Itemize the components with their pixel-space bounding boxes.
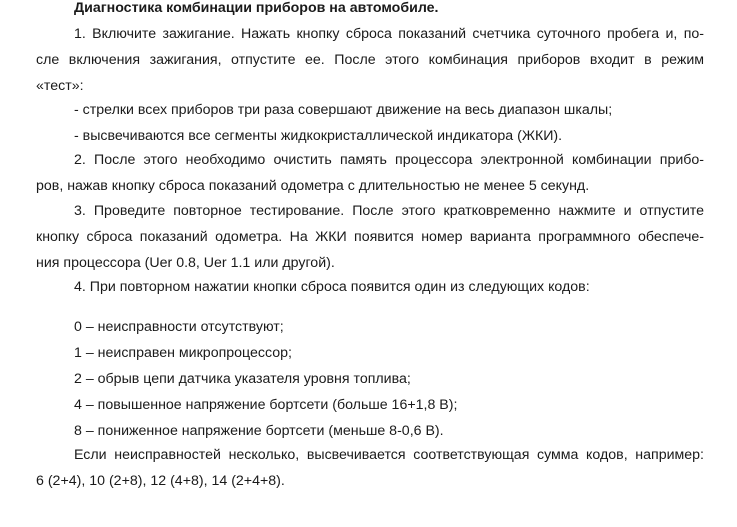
step-3-paragraph <box>36 198 704 276</box>
step-1-paragraph <box>36 21 704 99</box>
bullet-item-1: - стрелки всех приборов три раза совершают движение на весь диапазон шкалы; <box>74 102 613 118</box>
step-4-paragraph <box>36 274 704 300</box>
step-1-line-2: сле включения зажигания, отпустите ее. После этого комбинация приборов входит в режим <box>36 52 704 68</box>
step-2-line-1: 2. После этого необходимо очистить память процессора электронной комбинации прибо- <box>74 152 704 168</box>
code-list <box>36 314 704 444</box>
bullet-item-2: - высвечиваются все сегменты жидкокристаллической индикатора (ЖКИ). <box>74 128 563 144</box>
code-item-2: 2 – обрыв цепи датчика указателя уровня топлива; <box>74 371 411 387</box>
step-4-line: 4. При повторном нажатии кнопки сброса появится один из следующих кодов: <box>74 279 590 295</box>
step-2-paragraph <box>36 147 704 199</box>
step-3-line-3: ния процессора (Uer 0.8, Uer 1.1 или другой). <box>36 255 335 271</box>
step-3-line-1: 3. Проведите повторное тестирование. После этого кратковременно нажмите и отпустите <box>74 203 704 219</box>
code-item-1: 1 – неисправен микропроцессор; <box>74 345 292 361</box>
step-3-line-2: кнопку сброса показаний одометра. На ЖКИ появится номер варианта программного обеспече- <box>36 229 704 245</box>
summary-line-1: Если неисправностей несколько, высвечивается соответствующая сумма кодов, например: <box>74 447 704 463</box>
summary-line-2: 6 (2+4), 10 (2+8), 12 (4+8), 14 (2+4+8). <box>36 473 285 489</box>
code-item-0: 0 – неисправности отсутствуют; <box>74 319 284 335</box>
step-2-line-2: ров, нажав кнопку сброса показаний одометра с длительностью не менее 5 секунд. <box>36 178 590 194</box>
code-item-4: 4 – повышенное напряжение бортсети (больше 16+1,8 В); <box>74 397 458 413</box>
step-1-line-3: «тест»: <box>36 78 84 94</box>
step-1-line-1: 1. Включите зажигание. Нажать кнопку сброса показаний счетчика суточного пробега и, по- <box>74 26 704 42</box>
code-item-8: 8 – пониженное напряжение бортсети (меньше 8-0,6 В). <box>74 423 444 439</box>
document-title: Диагностика комбинации приборов на автомобиле. <box>74 0 439 16</box>
summary-paragraph <box>36 442 704 494</box>
bullet-list <box>36 97 704 149</box>
